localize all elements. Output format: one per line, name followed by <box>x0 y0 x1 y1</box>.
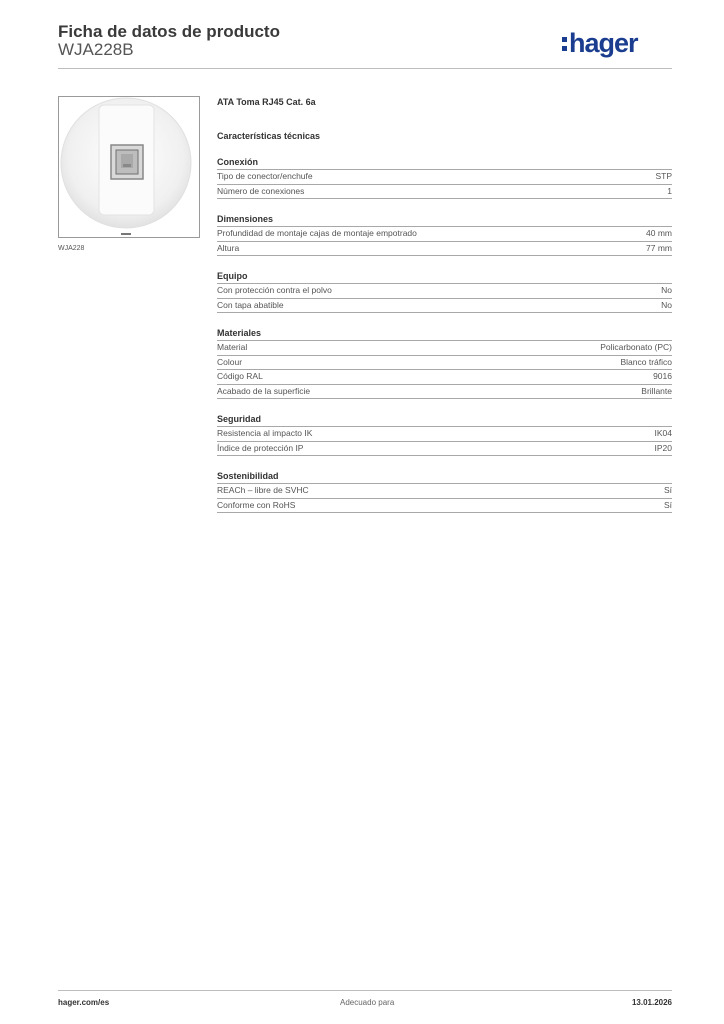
spec-value: 40 mm <box>646 228 672 238</box>
spec-label: Código RAL <box>217 371 263 381</box>
spec-row <box>217 169 672 184</box>
spec-value: Policarbonato (PC) <box>600 342 672 352</box>
section-title: Dimensiones <box>217 214 274 224</box>
spec-label: Colour <box>217 356 243 367</box>
product-details <box>217 96 672 513</box>
section-title: Materiales <box>217 328 262 338</box>
document-date: 13.01.2026 <box>631 998 672 1007</box>
product-name: ATA Toma RJ45 Cat. 6a <box>217 97 316 107</box>
image-caption: WJA228 <box>58 245 85 252</box>
section-materiales <box>217 327 672 399</box>
spec-label: Material <box>217 342 248 352</box>
spec-row <box>217 369 672 384</box>
page-header <box>58 20 672 70</box>
technical-characteristics-heading: Características técnicas <box>217 131 321 141</box>
spec-row <box>217 298 672 314</box>
spec-value: No <box>661 299 672 310</box>
spec-value: 77 mm <box>646 242 672 253</box>
section-seguridad <box>217 413 672 456</box>
spec-value: 9016 <box>653 371 672 381</box>
spec-row <box>217 184 672 200</box>
spec-label: Número de conexiones <box>217 185 305 196</box>
spec-row <box>217 355 672 370</box>
spec-row <box>217 441 672 457</box>
svg-text:hager: hager <box>569 28 638 58</box>
spec-label: Índice de protección IP <box>217 442 304 453</box>
section-title: Equipo <box>217 271 248 281</box>
rj45-socket-illustration <box>59 97 199 237</box>
spec-label: Conforme con RoHS <box>217 499 296 510</box>
section-title: Sostenibilidad <box>217 471 279 481</box>
product-code: WJA228B <box>58 40 134 59</box>
footer-divider <box>58 990 672 991</box>
section-title: Seguridad <box>217 414 262 424</box>
header-divider <box>58 68 672 69</box>
spec-label: Resistencia al impacto IK <box>217 428 313 438</box>
spec-value: Sí <box>663 499 672 510</box>
spec-value: Blanco tráfico <box>620 356 672 367</box>
spec-row <box>217 384 672 400</box>
spec-label: REACh – libre de SVHC <box>217 485 309 495</box>
section-dimensiones <box>217 213 672 256</box>
spec-value: No <box>661 285 672 295</box>
spec-value: IK04 <box>654 428 672 438</box>
hager-logo <box>562 28 672 58</box>
section-equipo <box>217 270 672 313</box>
spec-label: Acabado de la superficie <box>217 385 311 396</box>
spec-label: Altura <box>217 242 240 253</box>
spec-value: 1 <box>667 185 672 196</box>
spec-row <box>217 241 672 257</box>
spec-value: STP <box>655 171 672 181</box>
spec-label: Tipo de conector/enchufe <box>217 171 313 181</box>
spec-value: Brillante <box>641 385 672 396</box>
spec-row <box>217 426 672 441</box>
spec-label: Con tapa abatible <box>217 299 284 310</box>
product-image <box>58 96 200 238</box>
document-title: Ficha de datos de producto <box>58 22 280 41</box>
page-footer <box>58 998 672 1012</box>
section-title: Conexión <box>217 157 259 167</box>
spec-value: IP20 <box>654 442 672 453</box>
section-conexion <box>217 156 672 199</box>
spec-row <box>217 483 672 498</box>
spec-row <box>217 498 672 514</box>
spec-label: Profundidad de montaje cajas de montaje empotrado <box>217 228 417 238</box>
footer-note: Adecuado para <box>340 998 395 1007</box>
spec-row <box>217 226 672 241</box>
spec-label: Con protección contra el polvo <box>217 285 332 295</box>
section-sostenibilidad <box>217 470 672 513</box>
spec-row <box>217 340 672 355</box>
website-link[interactable]: hager.com/es <box>58 998 110 1007</box>
spec-row <box>217 283 672 298</box>
spec-value: Sí <box>663 485 672 495</box>
